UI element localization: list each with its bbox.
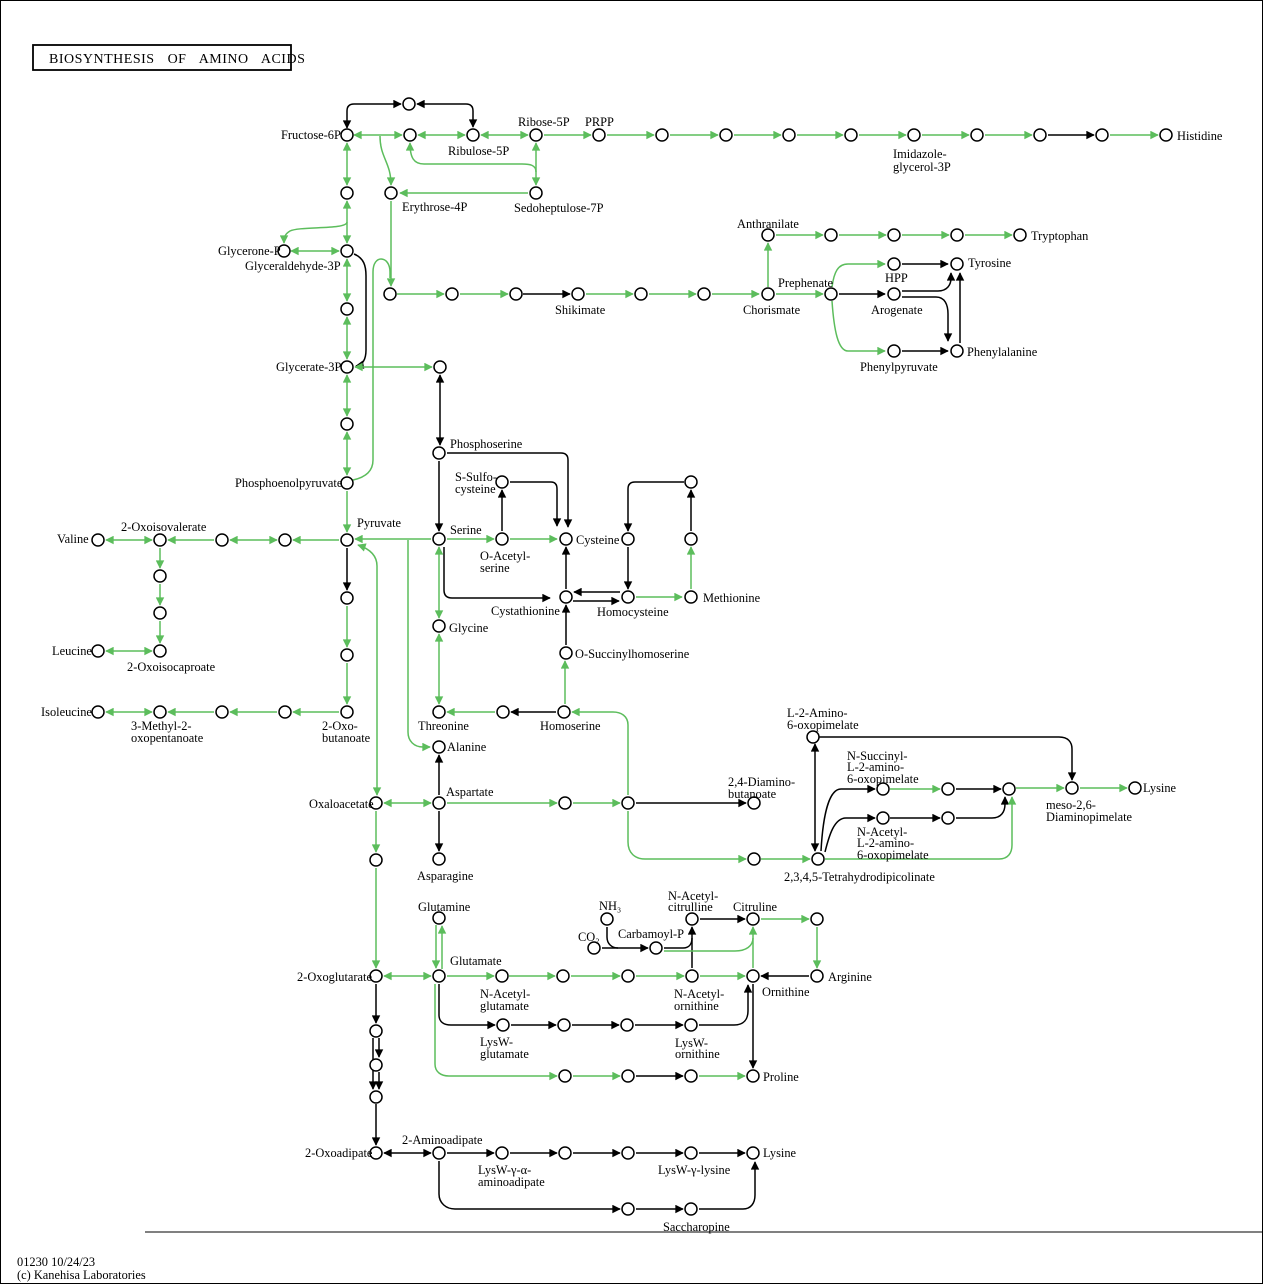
metabolite-node[interactable] — [622, 533, 634, 545]
metabolite-label: Citruline — [733, 900, 778, 914]
metabolite-node[interactable] — [951, 229, 963, 241]
reaction-edge — [284, 222, 347, 243]
metabolite-label: Glycerone-P — [218, 244, 281, 258]
metabolite-label: Arogenate — [871, 303, 923, 317]
metabolite-node[interactable] — [686, 970, 698, 982]
metabolite-label: Glyceraldehyde-3P — [245, 259, 341, 273]
metabolite-node[interactable] — [685, 1147, 697, 1159]
metabolite-label: Chorismate — [743, 303, 801, 317]
metabolite-label: ornithine — [675, 1047, 720, 1061]
metabolite-label: L-2-amino- — [857, 836, 915, 850]
metabolite-label: Phosphoserine — [450, 437, 523, 451]
metabolite-label: Methionine — [703, 591, 761, 605]
metabolite-node[interactable] — [747, 1070, 759, 1082]
metabolite-node[interactable] — [496, 476, 508, 488]
metabolite-node[interactable] — [560, 647, 572, 659]
metabolite-node[interactable] — [622, 1203, 634, 1215]
metabolite-node[interactable] — [341, 303, 353, 315]
reaction-edge — [902, 273, 951, 291]
metabolite-node[interactable] — [433, 741, 445, 753]
metabolite-node[interactable] — [951, 258, 963, 270]
metabolite-node[interactable] — [635, 288, 647, 300]
metabolite-label: N-Acetyl- — [480, 987, 531, 1001]
metabolite-node[interactable] — [888, 345, 900, 357]
metabolite-label: 2-Oxoadipate — [305, 1146, 373, 1160]
metabolite-node[interactable] — [622, 797, 634, 809]
metabolite-label: Glycine — [449, 621, 489, 635]
metabolite-node[interactable] — [370, 1059, 382, 1071]
metabolite-label: Diaminopimelate — [1046, 810, 1133, 824]
metabolite-label: Shikimate — [555, 303, 606, 317]
metabolite-label: Lysine — [1143, 781, 1177, 795]
metabolite-node[interactable] — [560, 533, 572, 545]
metabolite-label: Serine — [450, 523, 482, 537]
metabolite-label: LysW- — [480, 1035, 514, 1049]
metabolite-label: Saccharopine — [663, 1220, 730, 1234]
metabolite-node[interactable] — [530, 187, 542, 199]
metabolite-label: Tryptophan — [1031, 229, 1089, 243]
metabolite-node[interactable] — [622, 591, 634, 603]
reaction-edge — [358, 545, 377, 795]
metabolite-node[interactable] — [370, 854, 382, 866]
metabolite-node[interactable] — [92, 645, 104, 657]
metabolite-node[interactable] — [877, 812, 889, 824]
reaction-edge — [628, 482, 684, 531]
metabolite-label: oxopentanoate — [131, 731, 204, 745]
metabolite-node[interactable] — [908, 129, 920, 141]
metabolite-labels — [41, 115, 1223, 1234]
metabolite-label: Ribose-5P — [518, 115, 570, 129]
metabolite-node[interactable] — [154, 570, 166, 582]
metabolite-node[interactable] — [720, 129, 732, 141]
metabolite-node[interactable] — [621, 1019, 633, 1031]
reaction-edge — [408, 540, 430, 747]
metabolite-node[interactable] — [559, 797, 571, 809]
metabolite-node[interactable] — [747, 913, 759, 925]
metabolite-node[interactable] — [216, 534, 228, 546]
metabolite-node[interactable] — [593, 129, 605, 141]
metabolite-label: LysW-γ-α- — [478, 1163, 532, 1177]
metabolite-label: NH₃ — [599, 899, 622, 913]
metabolite-node[interactable] — [497, 706, 509, 718]
metabolite-node[interactable] — [845, 129, 857, 141]
reaction-edge — [347, 104, 401, 128]
metabolite-node[interactable] — [510, 288, 522, 300]
metabolite-label: butanoate — [322, 731, 371, 745]
metabolite-node[interactable] — [558, 706, 570, 718]
metabolite-node[interactable] — [434, 361, 446, 373]
metabolite-node[interactable] — [572, 288, 584, 300]
metabolite-label: Glycerate-3P — [276, 360, 342, 374]
metabolite-node[interactable] — [1066, 782, 1078, 794]
metabolite-label: O-Acetyl- — [480, 549, 531, 563]
metabolite-label: Erythrose-4P — [402, 200, 468, 214]
metabolite-node[interactable] — [888, 258, 900, 270]
metabolite-node[interactable] — [748, 853, 760, 865]
metabolite-node[interactable] — [279, 534, 291, 546]
metabolite-node[interactable] — [942, 783, 954, 795]
metabolite-label: citrulline — [668, 900, 713, 914]
page-border — [1, 1, 1263, 1284]
metabolite-node[interactable] — [1034, 129, 1046, 141]
metabolite-label: N-Succinyl- — [847, 749, 908, 763]
metabolite-label: Aspartate — [446, 785, 494, 799]
metabolite-node[interactable] — [559, 1147, 571, 1159]
page-title: BIOSYNTHESIS OF AMINO ACIDS — [49, 52, 306, 67]
metabolite-node[interactable] — [433, 970, 445, 982]
metabolite-node[interactable] — [686, 913, 698, 925]
metabolite-label: S-Sulfo- — [455, 470, 497, 484]
metabolite-label: O-Succinylhomoserine — [575, 647, 690, 661]
metabolite-node[interactable] — [496, 533, 508, 545]
metabolite-node[interactable] — [1129, 782, 1141, 794]
reaction-edge — [417, 104, 473, 127]
metabolite-node[interactable] — [1014, 229, 1026, 241]
metabolite-label: butanoate — [728, 787, 777, 801]
metabolite-node[interactable] — [558, 1019, 570, 1031]
metabolite-node[interactable] — [747, 1147, 759, 1159]
metabolite-label: Homoserine — [540, 719, 601, 733]
metabolite-node[interactable] — [601, 913, 613, 925]
metabolite-label: Imidazole- — [893, 147, 947, 161]
metabolite-node[interactable] — [1096, 129, 1108, 141]
metabolite-node[interactable] — [530, 129, 542, 141]
metabolite-node[interactable] — [812, 853, 824, 865]
metabolite-label: Phosphoenolpyruvate — [235, 476, 343, 490]
metabolite-label: Anthranilate — [737, 217, 799, 231]
metabolite-node[interactable] — [467, 129, 479, 141]
metabolite-node[interactable] — [341, 418, 353, 430]
metabolite-label: LysW- — [675, 1036, 709, 1050]
metabolite-label: Fructose-6P — [281, 128, 341, 142]
metabolite-node[interactable] — [403, 98, 415, 110]
metabolite-node[interactable] — [433, 706, 445, 718]
metabolite-node[interactable] — [1003, 783, 1015, 795]
metabolite-label: 2-Oxoglutarate — [297, 970, 373, 984]
metabolite-node[interactable] — [1160, 129, 1172, 141]
metabolite-node[interactable] — [370, 1025, 382, 1037]
metabolite-node[interactable] — [622, 1070, 634, 1082]
metabolite-node[interactable] — [404, 129, 416, 141]
metabolite-node[interactable] — [92, 706, 104, 718]
metabolite-node[interactable] — [341, 706, 353, 718]
metabolite-node[interactable] — [341, 245, 353, 257]
metabolite-node[interactable] — [811, 970, 823, 982]
metabolite-node[interactable] — [762, 288, 774, 300]
metabolite-label: 2-Oxo- — [322, 719, 358, 733]
metabolite-node[interactable] — [783, 129, 795, 141]
metabolite-label: ornithine — [674, 999, 719, 1013]
metabolite-node[interactable] — [557, 970, 569, 982]
metabolite-node[interactable] — [216, 706, 228, 718]
metabolite-node[interactable] — [341, 649, 353, 661]
metabolite-node[interactable] — [433, 797, 445, 809]
metabolite-node[interactable] — [433, 620, 445, 632]
metabolite-label: Tyrosine — [968, 256, 1012, 270]
metabolite-node[interactable] — [154, 607, 166, 619]
metabolite-label: Oxaloacetate — [309, 797, 374, 811]
metabolite-node[interactable] — [446, 288, 458, 300]
metabolite-label: Alanine — [447, 740, 487, 754]
metabolite-label: Glutamate — [450, 954, 502, 968]
metabolite-label: N-Acetyl- — [674, 987, 725, 1001]
metabolite-label: 6-oxopimelate — [857, 848, 929, 862]
metabolite-node[interactable] — [370, 1091, 382, 1103]
metabolite-node[interactable] — [685, 1070, 697, 1082]
reaction-edge — [510, 482, 557, 526]
metabolite-node[interactable] — [497, 1019, 509, 1031]
reaction-edge — [607, 927, 618, 948]
metabolite-node[interactable] — [341, 592, 353, 604]
metabolite-label: Prephenate — [778, 276, 834, 290]
metabolite-node[interactable] — [341, 129, 353, 141]
metabolite-node[interactable] — [685, 1019, 697, 1031]
metabolite-label: Phenylpyruvate — [860, 360, 938, 374]
metabolite-node[interactable] — [951, 345, 963, 357]
metabolite-label: Phenylalanine — [967, 345, 1038, 359]
metabolite-label: Ornithine — [762, 985, 810, 999]
metabolite-node[interactable] — [811, 913, 823, 925]
metabolite-label: glutamate — [480, 999, 529, 1013]
metabolite-node[interactable] — [656, 129, 668, 141]
metabolite-node[interactable] — [496, 1147, 508, 1159]
metabolite-label: Ribulose-5P — [448, 144, 510, 158]
metabolite-label: Valine — [57, 532, 89, 546]
metabolite-node[interactable] — [559, 1070, 571, 1082]
metabolite-label: 2,4-Diamino- — [728, 775, 796, 789]
metabolite-node[interactable] — [942, 812, 954, 824]
metabolite-node[interactable] — [807, 731, 819, 743]
metabolite-node[interactable] — [825, 229, 837, 241]
metabolite-node[interactable] — [685, 533, 697, 545]
metabolite-label: glycerol-3P — [893, 160, 951, 174]
metabolite-node[interactable] — [384, 288, 396, 300]
metabolite-node[interactable] — [341, 361, 353, 373]
metabolite-node[interactable] — [650, 942, 662, 954]
metabolite-label: Homocysteine — [597, 605, 669, 619]
metabolite-label: Cystathionine — [491, 604, 560, 618]
metabolite-node[interactable] — [685, 1203, 697, 1215]
metabolite-label: HPP — [885, 271, 908, 285]
metabolite-node[interactable] — [279, 706, 291, 718]
metabolite-node[interactable] — [496, 970, 508, 982]
metabolite-label: Histidine — [1177, 129, 1223, 143]
metabolite-label: PRPP — [585, 115, 614, 129]
metabolite-label: 3-Methyl-2- — [131, 719, 192, 733]
metabolite-node[interactable] — [341, 187, 353, 199]
reaction-edge — [354, 254, 366, 366]
metabolite-node[interactable] — [154, 706, 166, 718]
footer-map-id: 01230 10/24/23 — [17, 1255, 96, 1269]
metabolite-node[interactable] — [971, 129, 983, 141]
metabolite-label: N-Acetyl- — [857, 825, 908, 839]
metabolite-label: Cysteine — [576, 533, 620, 547]
metabolite-label: 2-Oxoisocaproate — [127, 660, 216, 674]
metabolite-label: 2-Oxoisovalerate — [121, 520, 207, 534]
metabolite-node[interactable] — [341, 477, 353, 489]
reaction-edge — [956, 797, 1005, 818]
metabolite-node[interactable] — [385, 187, 397, 199]
metabolite-node[interactable] — [698, 288, 710, 300]
reaction-edge — [628, 811, 746, 859]
metabolite-label: CO₂ — [578, 930, 600, 944]
metabolite-label: Isoleucine — [41, 705, 92, 719]
metabolite-label: Asparagine — [417, 869, 474, 883]
metabolite-node[interactable] — [685, 591, 697, 603]
metabolite-node[interactable] — [433, 447, 445, 459]
reaction-edge — [380, 136, 391, 185]
metabolite-label: Pyruvate — [357, 516, 402, 530]
metabolite-label: 2,3,4,5-Tetrahydrodipicolinate — [784, 870, 935, 884]
metabolite-node[interactable] — [433, 853, 445, 865]
metabolite-label: serine — [480, 561, 510, 575]
metabolite-node[interactable] — [685, 476, 697, 488]
metabolite-node[interactable] — [888, 288, 900, 300]
metabolite-node[interactable] — [154, 534, 166, 546]
metabolite-node[interactable] — [622, 1147, 634, 1159]
metabolite-label: cysteine — [455, 482, 496, 496]
metabolite-label: meso-2,6- — [1046, 798, 1096, 812]
metabolite-label: Arginine — [828, 970, 872, 984]
metabolite-label: Sedoheptulose-7P — [514, 201, 604, 215]
metabolite-node[interactable] — [888, 229, 900, 241]
metabolite-label: 6-oxopimelate — [847, 772, 919, 786]
metabolite-label: N-Acetyl- — [668, 889, 719, 903]
metabolite-node[interactable] — [747, 970, 759, 982]
metabolite-node[interactable] — [92, 534, 104, 546]
metabolite-label: LysW-γ-lysine — [658, 1163, 731, 1177]
metabolite-node[interactable] — [341, 534, 353, 546]
metabolite-label: Threonine — [418, 719, 469, 733]
metabolite-node[interactable] — [622, 970, 634, 982]
reaction-edge — [832, 264, 885, 287]
metabolite-label: L-2-Amino- — [787, 706, 848, 720]
metabolite-label: Carbamoyl-P — [618, 927, 685, 941]
metabolite-label: Glutamine — [418, 900, 471, 914]
metabolite-label: glutamate — [480, 1047, 529, 1061]
metabolite-node[interactable] — [560, 591, 572, 603]
metabolite-node[interactable] — [154, 645, 166, 657]
metabolite-label: 6-oxopimelate — [787, 718, 859, 732]
metabolite-label: 2-Aminoadipate — [402, 1133, 483, 1147]
metabolite-node[interactable] — [433, 1147, 445, 1159]
metabolite-label: Proline — [763, 1070, 799, 1084]
metabolite-label: aminoadipate — [478, 1175, 545, 1189]
footer-copyright: (c) Kanehisa Laboratories — [17, 1268, 146, 1282]
metabolite-label: L-2-amino- — [847, 760, 905, 774]
metabolite-label: Lysine — [763, 1146, 797, 1160]
metabolite-label: Leucine — [52, 644, 92, 658]
metabolite-node[interactable] — [433, 533, 445, 545]
